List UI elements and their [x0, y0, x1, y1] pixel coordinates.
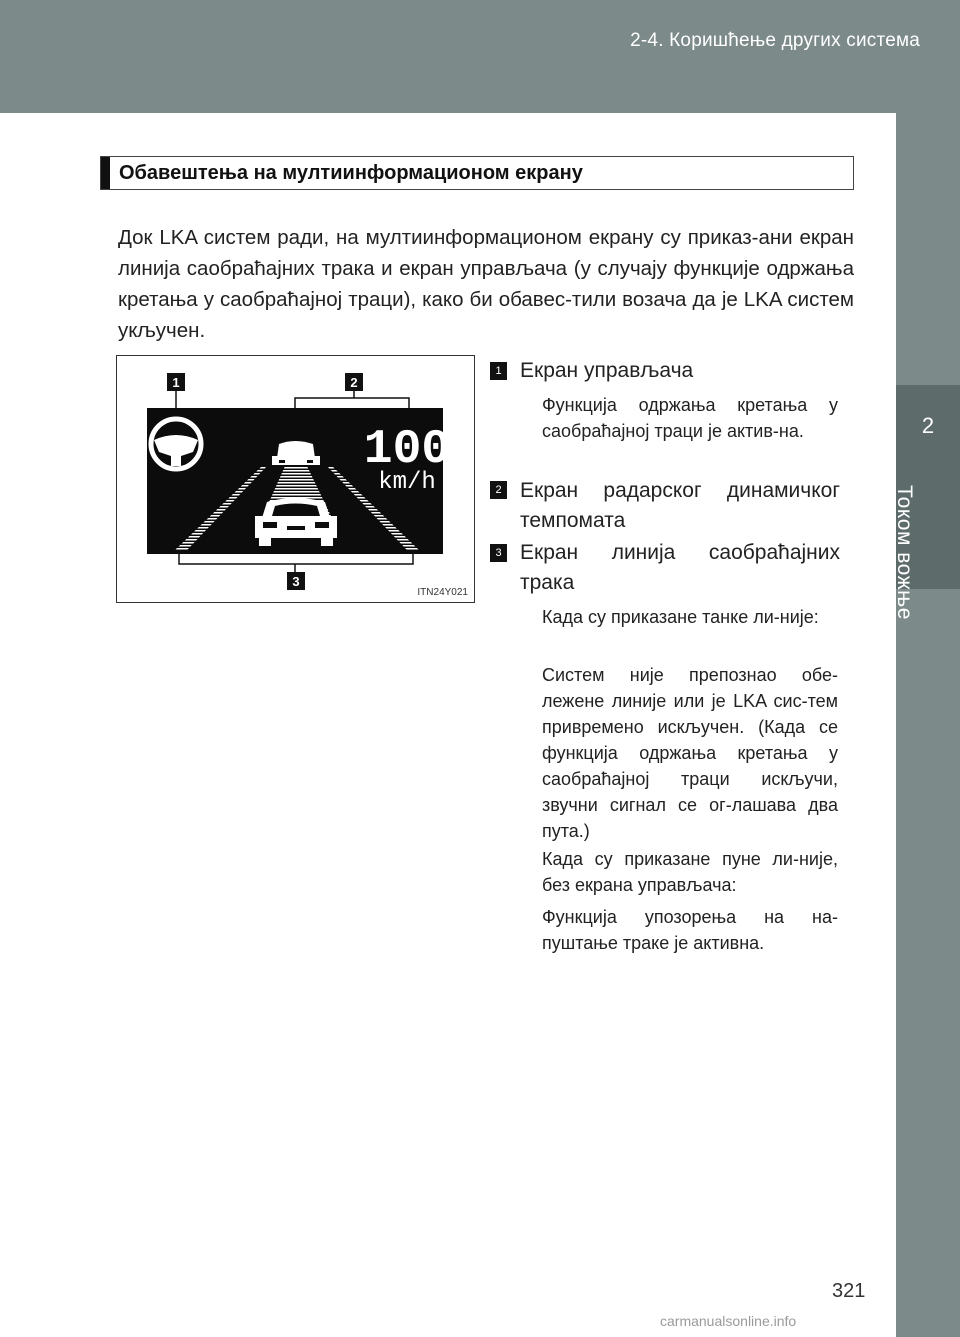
item-1-desc: Функција одржања кретања у саобраћајној траци је актив-на.: [542, 395, 838, 441]
intro-paragraph: Док LKA систем ради, на мултиинформационом екрану су приказ-ани екран линија саобраћајних трака и екран управљача (у случају функције одржања кретања у саобраћајној траци), како би обавес-тили возача да је LKA систем укључен.: [118, 226, 854, 342]
item-3-desc-1: Када су приказане танке ли-није:: [542, 607, 819, 627]
item-number: 3: [490, 544, 507, 562]
item-label: Екран радарског динамичког темпомата: [520, 479, 840, 532]
side-chapter-label: Током вожње: [893, 485, 916, 620]
item-label: Екран управљача: [520, 359, 694, 382]
item-label: Екран линија саобраћајних трака: [520, 541, 840, 594]
header-band: [0, 0, 960, 113]
display-illustration: [116, 355, 475, 603]
display-illustration-svg: [117, 356, 474, 602]
callout-2-label: 2: [350, 375, 358, 390]
side-chapter-number: 2: [921, 413, 935, 438]
speed-unit: km/h: [378, 469, 436, 496]
callout-1-label: 1: [172, 375, 180, 390]
section-title-box: [100, 156, 854, 190]
watermark: carmanualsonline.info: [660, 1313, 797, 1329]
side-tab: [893, 113, 960, 1337]
chapter-header-title: 2-4. Коришћење других система: [630, 30, 920, 51]
figure-code: ITN24Y021: [417, 587, 468, 598]
item-number: 1: [490, 362, 507, 380]
speed-value: 100: [363, 423, 451, 477]
section-title: Обавештења на мултиинформационом екрану: [119, 162, 583, 184]
callout-3-label: 3: [292, 574, 300, 589]
item-number: 2: [490, 481, 507, 499]
item-3-desc-2: Систем није препознао обе-лежене линије или је LKA сис-тем привремено искључен. (Када се функција одржања кретања у саобраћајној траци искључи, звучни сигнал се ог-лашава два пута.): [542, 665, 838, 841]
item-3-desc-4: Функција упозорења на на-пуштање траке је активна.: [542, 907, 838, 953]
page-number: 321: [832, 1280, 866, 1302]
item-3-desc-3: Када су приказане пуне ли-није, без екрана управљача:: [542, 849, 838, 895]
preceding-car-icon: [272, 441, 320, 465]
section-title-bar: [101, 157, 110, 189]
